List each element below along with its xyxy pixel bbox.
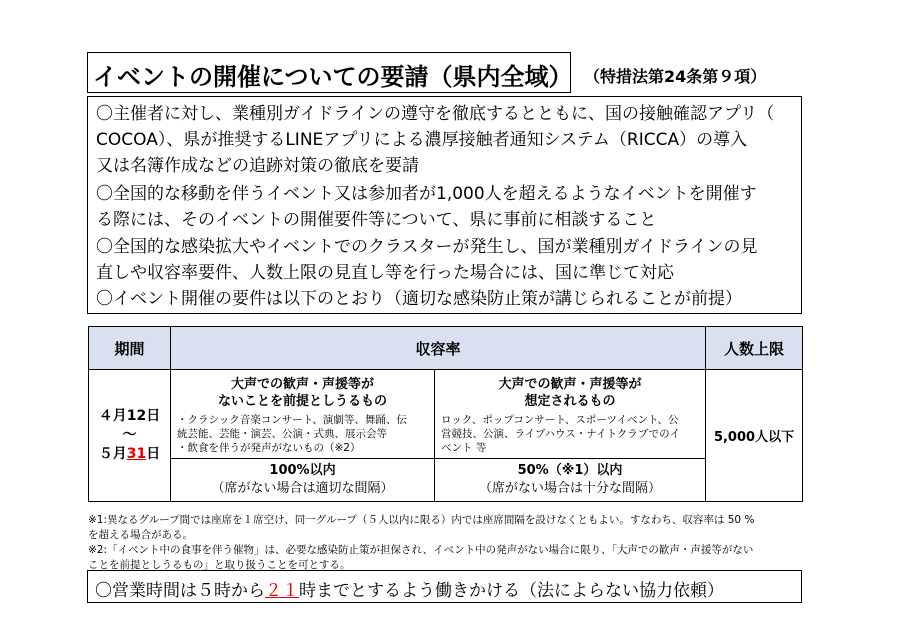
- loud-heading: 大声での歓声・声援等が 想定されるもの: [498, 377, 642, 409]
- footnote-line: ※1:異なるグループ間では座席を１席空け、同一グループ（５人以内に限る）内では座席間隔を設けなくともよい。すなわち、収容率は 50 %: [88, 514, 755, 526]
- law-reference: （特措法第24条第９項）: [584, 67, 767, 86]
- quiet-event-list: [171, 410, 434, 455]
- period-tilde: ～: [122, 427, 137, 443]
- quiet-events-cell: [171, 370, 435, 459]
- loud-events-cell: [435, 370, 706, 459]
- page-title: イベントの開催についての要請（県内全域）: [93, 63, 573, 91]
- limit-cell: 5,000人以下: [706, 370, 803, 502]
- quiet-rate: 100%以内: [269, 463, 336, 478]
- quiet-rate-note: （席がない場合は適切な間隔）: [211, 481, 394, 496]
- footnote-line: を超える場合がある。: [88, 529, 193, 541]
- period-end: ５月31日: [98, 446, 161, 462]
- footnote-line: ことを前提としうるもの」と取り扱うことを可とする。: [88, 559, 351, 571]
- quiet-heading: 大声での歓声・声援等が ないことを前提としうるもの: [217, 377, 387, 409]
- footnote-line: ※2:「イベント中の食事を伴う催物」は、必要な感染防止策が担保され、イベント中の発声がない場合に限り、「大声での歓声・声援等がない: [88, 544, 754, 556]
- request-line: 〇主催者に対し、業種別ガイドラインの遵守を徹底するとともに、国の接触確認アプリ（: [96, 104, 775, 124]
- request-line: る際には、そのイベントの開催要件等について、県に事前に相談すること: [96, 210, 657, 230]
- quiet-rate-cell: [171, 459, 435, 502]
- loud-rate-cell: [435, 459, 706, 502]
- list-item: ロック、ポップコンサート、スポーツイベント、公: [441, 414, 679, 426]
- header-limit: 人数上限: [706, 327, 803, 370]
- loud-rate-note: （席がない場合は十分な間隔）: [479, 481, 662, 496]
- list-item: ベント 等: [441, 442, 487, 454]
- request-line: 又は名簿作成などの追跡対策の徹底を要請: [96, 156, 419, 176]
- business-hours-text: 〇営業時間は５時から２１時までとするよう働きかける（法によらない協力依頼）: [95, 581, 724, 601]
- list-item: ・クラシック音楽コンサート、演劇等、舞踊、伝: [177, 414, 407, 426]
- list-item: 統芸能、芸能・演芸、公演・式典、展示会等: [177, 428, 387, 440]
- period-end-day: 31: [126, 446, 147, 462]
- loud-event-list: [435, 410, 705, 455]
- period-cell: [89, 370, 171, 502]
- header-capacity: 収容率: [171, 327, 706, 370]
- request-line: 直しや収容率要件、人数上限の見直し等を行った場合には、国に準じて対応: [96, 263, 674, 283]
- request-line: 〇全国的な感染拡大やイベントでのクラスターが発生し、国が業種別ガイドラインの見: [96, 237, 758, 257]
- list-item: ・飲食を伴うが発声がないもの（※2）: [177, 442, 361, 454]
- loud-rate: 50%（※1）以内: [517, 463, 623, 478]
- header-period: 期間: [89, 327, 171, 370]
- request-line: 〇全国的な移動を伴うイベント又は参加者が1,000人を超えるようなイベントを開催す: [96, 184, 757, 204]
- request-line: 〇イベント開催の要件は以下のとおり（適切な感染防止策が講じられることが前提）: [96, 289, 742, 309]
- closing-hour: ２１: [265, 581, 299, 601]
- footnotes: [88, 513, 804, 573]
- period-start: ４月12日: [98, 408, 161, 424]
- capacity-table: [88, 326, 803, 502]
- request-line: COCOA）、県が推奨するLINEアプリによる濃厚接触者通知システム（RICCA）の導入: [96, 130, 748, 150]
- list-item: 営競技、公演、ライブハウス・ナイトクラブでのイ: [441, 428, 681, 440]
